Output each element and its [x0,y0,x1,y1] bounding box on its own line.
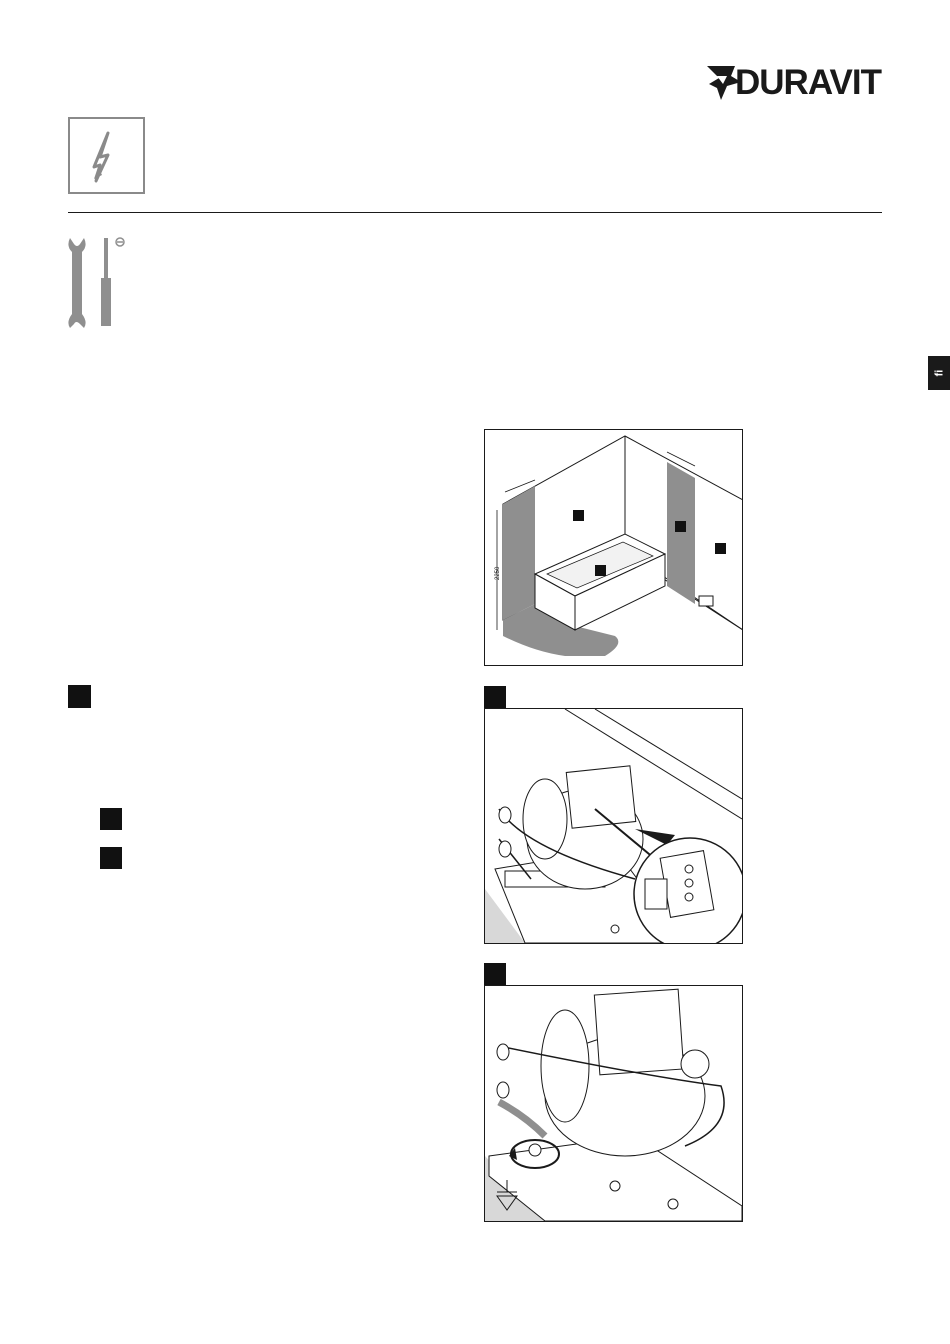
header-divider [68,212,882,213]
pump-wiring-figure [484,708,743,944]
step-marker [100,847,122,869]
bathroom-zones-figure [484,429,743,666]
dimension-label: 2250 [495,566,501,580]
language-tab[interactable] [928,356,950,390]
step-marker [68,685,91,708]
wrench-screwdriver-icon [64,232,130,328]
duravit-logo [705,62,891,104]
electrical-hazard-icon [70,119,143,192]
electrical-warning-box [68,117,145,194]
figure-tab [484,686,506,708]
step-marker [100,808,122,830]
figure-tab [484,963,506,985]
pump-grounding-figure [484,985,743,1222]
language-tab-label: fi [932,369,945,377]
brand-name: DURAVIT [735,63,881,102]
tools-group [64,232,130,328]
